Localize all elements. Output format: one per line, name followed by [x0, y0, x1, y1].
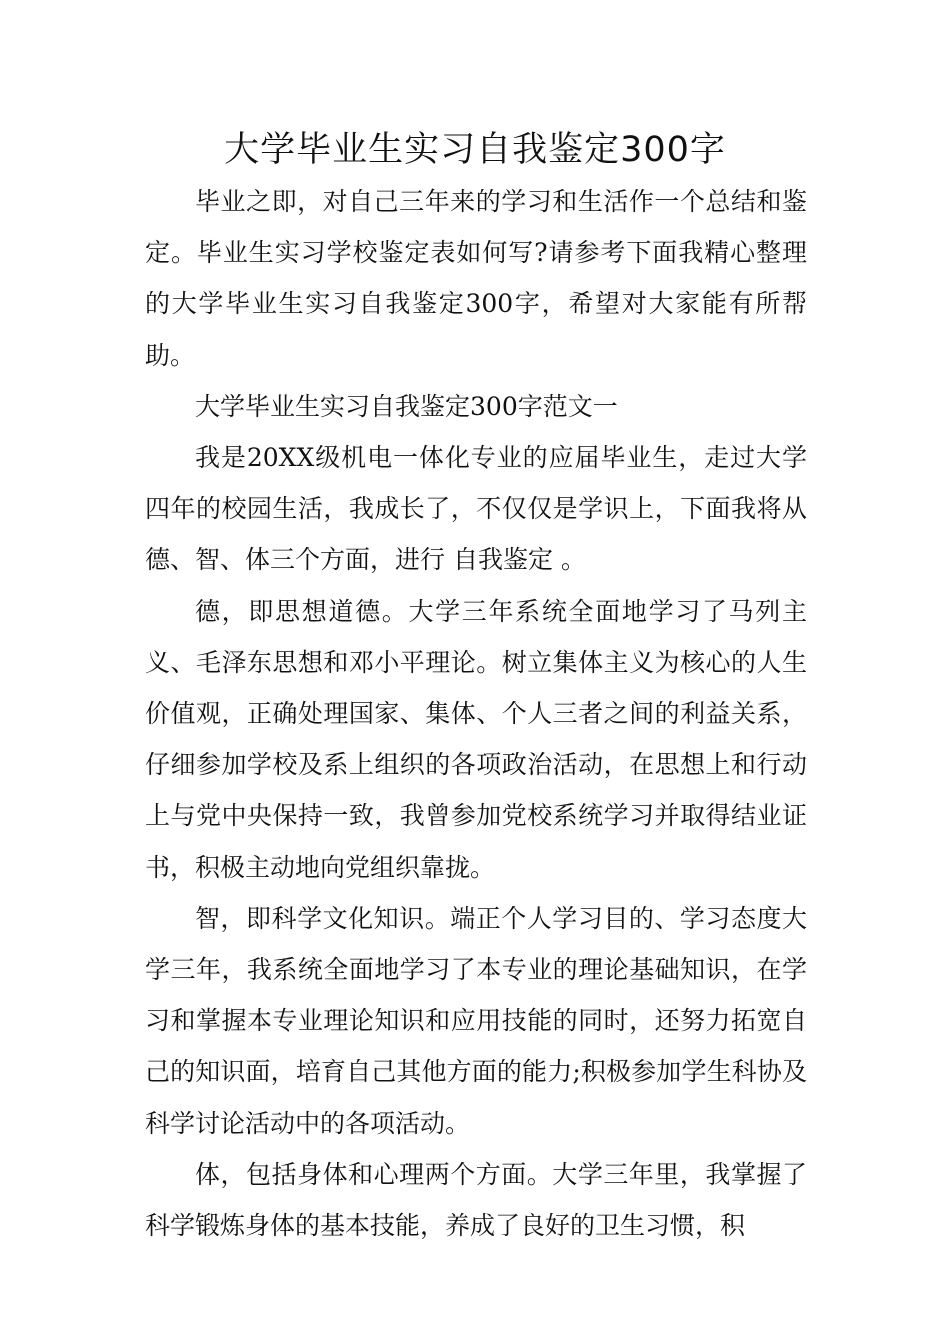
paragraph-sample-heading: 大学毕业生实习自我鉴定300字范文一: [195, 391, 618, 421]
document-body: [145, 176, 807, 1251]
paragraph-knowledge: 智，即科学文化知识。端正个人学习目的、学习态度大学三年，我系统全面地学习了本专业的理论基础知识，在学习和掌握本专业理论知识和应用技能的同时，还努力拓宽自己的知识面，培育自己其他方面的能力;积极参加学生科协及科学讨论活动中的各项活动。: [145, 903, 807, 1138]
paragraph-self-intro: 我是20XX级机电一体化专业的应届毕业生，走过大学四年的校园生活，我成长了，不仅仅是学识上，下面我将从德、智、体三个方面，进行 自我鉴定 。: [145, 443, 807, 575]
paragraph-intro: 毕业之即，对自己三年来的学习和生活作一个总结和鉴定。毕业生实习学校鉴定表如何写?请参考下面我精心整理的大学毕业生实习自我鉴定300字，希望对大家能有所帮助。: [145, 187, 807, 370]
document-title: 大学毕业生实习自我鉴定300字: [224, 130, 726, 170]
paragraph-morality: 德，即思想道德。大学三年系统全面地学习了马列主义、毛泽东思想和邓小平理论。树立集体主义为核心的人生价值观，正确处理国家、集体、个人三者之间的利益关系，仔细参加学校及系上组织的各项政治活动，在思想上和行动上与党中央保持一致，我曾参加党校系统学习并取得结业证书，积极主动地向党组织靠拢。: [145, 596, 807, 882]
paragraph-physical: 体，包括身体和心理两个方面。大学三年里，我掌握了科学锻炼身体的基本技能，养成了良好的卫生习惯，积: [145, 1159, 807, 1241]
